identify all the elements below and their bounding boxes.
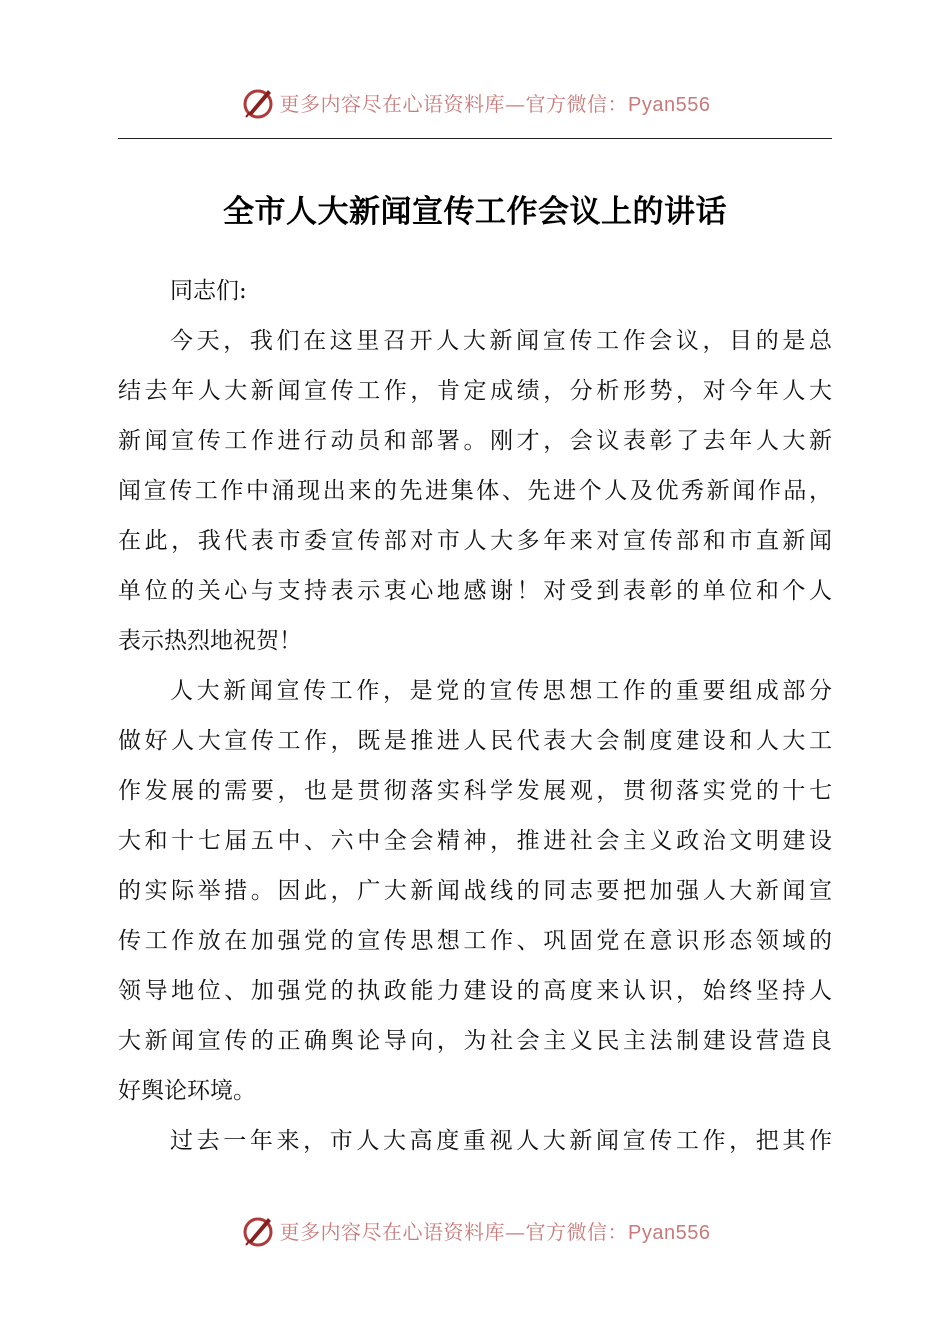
text-line: 闻宣传工作中涌现出来的先进集体、先进个人及优秀新闻作品， — [118, 478, 832, 504]
footer-watermark-text — [280, 1216, 711, 1245]
text-line: 表示热烈地祝贺！ — [118, 628, 302, 654]
text-line: 作发展的需要，也是贯彻落实科学发展观，贯彻落实党的十七 — [118, 778, 832, 804]
document-body — [118, 266, 832, 1166]
document-title: 全市人大新闻宣传工作会议上的讲话 — [223, 194, 727, 230]
text-line: 大和十七届五中、六中全会精神，推进社会主义政治文明建设 — [118, 828, 832, 854]
text-line: 结去年人大新闻宣传工作，肯定成绩，分析形势，对今年人大 — [118, 378, 832, 404]
text-line: 人大新闻宣传工作，是党的宣传思想工作的重要组成部分 — [170, 678, 832, 704]
header-watermark-text — [280, 88, 711, 117]
text-line: 好舆论环境。 — [118, 1078, 256, 1104]
text-line: 今天，我们在这里召开人大新闻宣传工作会议，目的是总 — [170, 328, 832, 354]
quill-logo-icon — [240, 1212, 276, 1248]
quill-logo-icon — [240, 84, 276, 120]
header-watermark-handle: Pyan556 — [628, 93, 711, 116]
text-line: 领导地位、加强党的执政能力建设的高度来认识，始终坚持人 — [118, 978, 832, 1004]
text-line: 在此，我代表市委宣传部对市人大多年来对宣传部和市直新闻 — [118, 528, 832, 554]
footer-watermark — [0, 1210, 950, 1250]
greeting-line: 同志们: — [170, 278, 247, 304]
text-line: 的实际举措。因此，广大新闻战线的同志要把加强人大新闻宣 — [118, 878, 832, 904]
text-line: 单位的关心与支持表示衷心地感谢！对受到表彰的单位和个人 — [118, 578, 832, 604]
text-line: 新闻宣传工作进行动员和部署。刚才，会议表彰了去年人大新 — [118, 428, 832, 454]
text-line: 做好人大宣传工作，既是推进人民代表大会制度建设和人大工 — [118, 728, 832, 754]
header-watermark-label: 更多内容尽在心语资料库—官方微信： — [279, 91, 629, 116]
header-watermark — [0, 82, 950, 122]
text-line: 传工作放在加强党的宣传思想工作、巩固党在意识形态领域的 — [118, 928, 832, 954]
text-line: 大新闻宣传的正确舆论导向，为社会主义民主法制建设营造良 — [118, 1028, 832, 1054]
header-divider — [118, 138, 832, 139]
text-line: 过去一年来，市人大高度重视人大新闻宣传工作，把其作 — [170, 1128, 832, 1154]
footer-watermark-handle: Pyan556 — [628, 1221, 711, 1244]
footer-watermark-label: 更多内容尽在心语资料库—官方微信： — [279, 1219, 629, 1244]
